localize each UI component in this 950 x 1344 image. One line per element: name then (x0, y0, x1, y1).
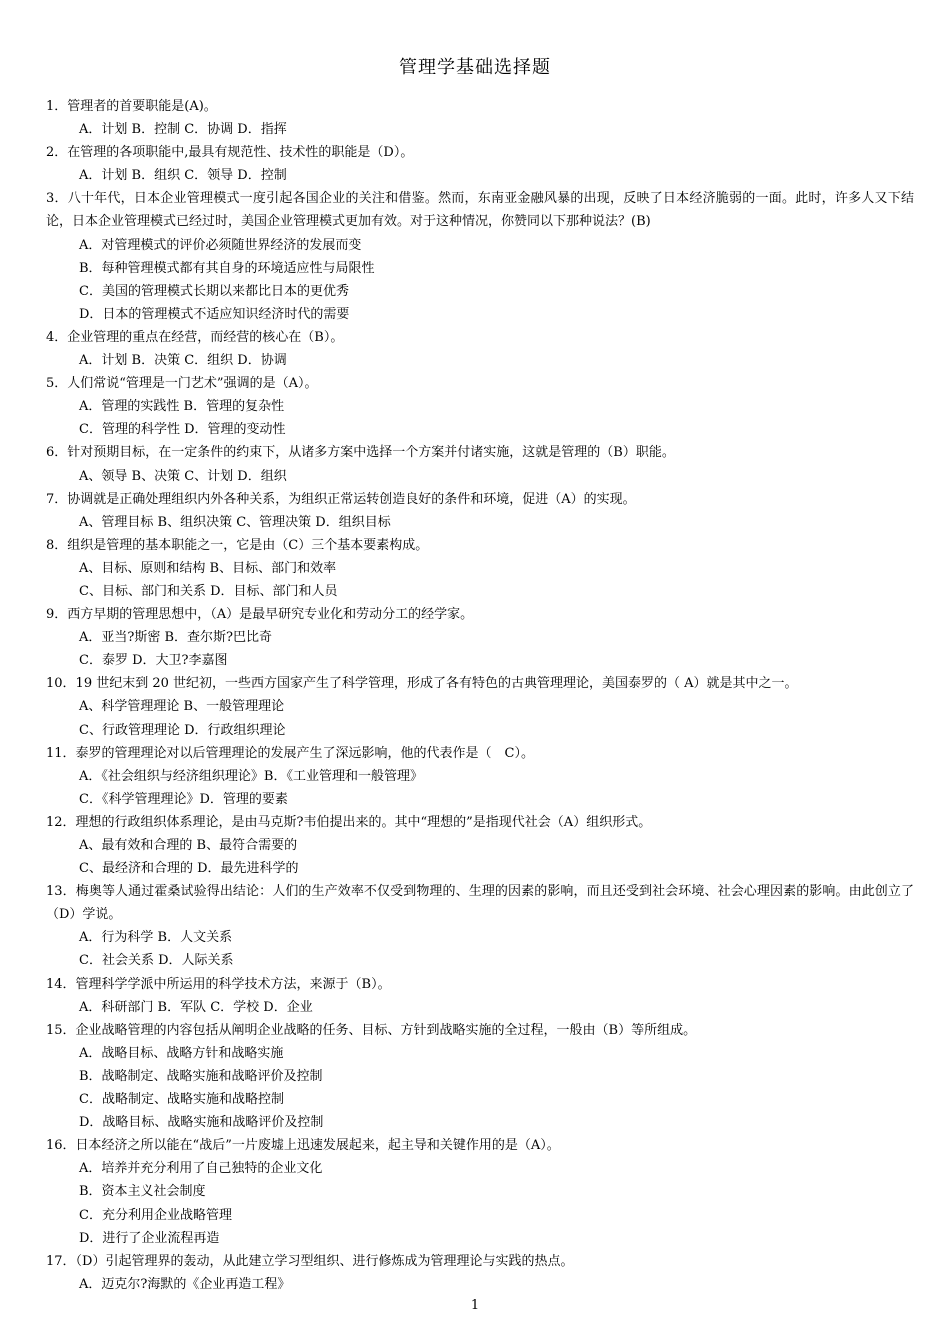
option-line: A．计划 B．决策 C．组织 D．协调 (79, 353, 287, 369)
option-line: A．计划 B．组织 C．领导 D．控制 (79, 168, 287, 184)
question-line: 15．企业战略管理的内容包括从阐明企业战略的任务、目标、方针到战略实施的全过程，一般由（B）等所组成。 (46, 1022, 697, 1038)
question-line: 9．西方早期的管理思想中，（A）是最早研究专业化和劳动分工的经学家。 (46, 607, 474, 623)
option-line: B．战略制定、战略实施和战略评价及控制 (79, 1068, 323, 1084)
option-line: B．资本主义社会制度 (79, 1184, 206, 1200)
option-line: D．日本的管理模式不适应知识经济时代的需要 (79, 306, 350, 322)
option-line: A、管理目标 B、组织决策 C、管理决策 D．组织目标 (79, 514, 391, 530)
option-line: A、科学管理理论 B、一般管理理论 (79, 699, 285, 715)
question-line: 12．理想的行政组织体系理论，是由马克斯?韦伯提出来的。其中“理想的”是指现代社会（A）组织形式。 (46, 814, 652, 830)
option-line: A．迈克尔?海默的《企业再造工程》 (79, 1276, 291, 1292)
question-line: 3．八十年代，日本企业管理模式一度引起各国企业的关注和借鉴。然而，东南亚金融风暴的出现，反映了日本经济脆弱的一面。此时，许多人又下结论，日本企业管理模式已经过时，美国企业管理模式更加有效。对于这种情况，你赞同以下那种说法？(B) (46, 191, 914, 230)
option-line: A、最有效和合理的 B、最符合需要的 (79, 838, 298, 853)
option-line: A、目标、原则和结构 B、目标、部门和效率 (79, 560, 337, 576)
question-line: 8．组织是管理的基本职能之一，它是由（C）三个基本要素构成。 (46, 537, 429, 553)
option-line: A．培养并充分利用了自己独特的企业文化 (79, 1161, 323, 1177)
option-line: C．社会关系 D．人际关系 (79, 953, 234, 969)
option-line: B．每种管理模式都有其自身的环境适应性与局限性 (79, 260, 375, 276)
question-line: 4．企业管理的重点在经营，而经营的核心在（B）。 (46, 329, 344, 345)
option-line: C、行政管理理论 D．行政组织理论 (79, 722, 286, 738)
option-line: D．战略目标、战略实施和战略评价及控制 (79, 1115, 324, 1131)
option-line: C．《科学管理理论》D．管理的要素 (79, 791, 288, 807)
question-list (46, 95, 914, 1296)
option-line: C．美国的管理模式长期以来都比日本的更优秀 (79, 283, 349, 299)
option-line: A．管理的实践性 B．管理的复杂性 (79, 399, 285, 415)
option-line: A．科研部门 B．军队 C．学校 D．企业 (79, 999, 313, 1015)
option-line: D．进行了企业流程再造 (79, 1230, 220, 1246)
question-line: 1．管理者的首要职能是(A)。 (46, 99, 217, 114)
option-line: A．计划 B．控制 C．协调 D．指挥 (79, 122, 287, 138)
question-line: 14．管理科学学派中所运用的科学技术方法，来源于（B）。 (46, 976, 391, 992)
question-line: 6．针对预期目标，在一定条件的约束下，从诸多方案中选择一个方案并付诸实施，这就是管理的（B）职能。 (46, 445, 675, 461)
question-line: 10．19 世纪末到 20 世纪初，一些西方国家产生了科学管理，形成了各有特色的古典管理理论，美国泰罗的（ A）就是其中之一。 (46, 676, 798, 692)
option-line: C．管理的科学性 D．管理的变动性 (79, 422, 286, 438)
question-line: 7．协调就是正确处理组织内外各种关系，为组织正常运转创造良好的条件和环境，促进（A）的实现。 (46, 491, 636, 507)
option-line: A、领导 B、决策 C、计划 D．组织 (79, 468, 287, 484)
page-number: 1 (470, 1298, 480, 1313)
document-title: 管理学基础选择题 (399, 57, 551, 78)
option-line: A．对管理模式的评价必须随世界经济的发展而变 (79, 237, 362, 253)
question-line: 13．梅奥等人通过霍桑试验得出结论：人们的生产效率不仅受到物理的、生理的因素的影响，而且还受到社会环境、社会心理因素的影响。由此创立了（D）学说。 (46, 884, 914, 923)
option-line: A．行为科学 B．人文关系 (79, 930, 233, 946)
option-line: A．战略目标、战略方针和战略实施 (79, 1045, 284, 1061)
question-line: 17．（D）引起管理界的轰动，从此建立学习型组织、进行修炼成为管理理论与实践的热点。 (46, 1253, 574, 1269)
question-line: 11．泰罗的管理理论对以后管理理论的发展产生了深远影响，他的代表作是（ C）。 (46, 745, 534, 761)
option-line: A．亚当?斯密 B．查尔斯?巴比奇 (79, 630, 273, 646)
option-line: C．泰罗 D．大卫?李嘉图 (79, 653, 228, 669)
option-line: C、最经济和合理的 D．最先进科学的 (79, 861, 299, 877)
option-line: A．《社会组织与经济组织理论》B．《工业管理和一般管理》 (79, 768, 423, 784)
question-line: 2．在管理的各项职能中,最具有规范性、技术性的职能是（D）。 (46, 145, 414, 161)
option-line: C．充分利用企业战略管理 (79, 1207, 232, 1223)
option-line: C、目标、部门和关系 D．目标、部门和人员 (79, 583, 338, 599)
option-line: C．战略制定、战略实施和战略控制 (79, 1092, 284, 1108)
question-line: 5．人们常说“管理是一门艺术”强调的是（A）。 (46, 376, 318, 392)
question-line: 16．日本经济之所以能在“战后”一片废墟上迅速发展起来，起主导和关键作用的是（A）。 (46, 1138, 560, 1154)
